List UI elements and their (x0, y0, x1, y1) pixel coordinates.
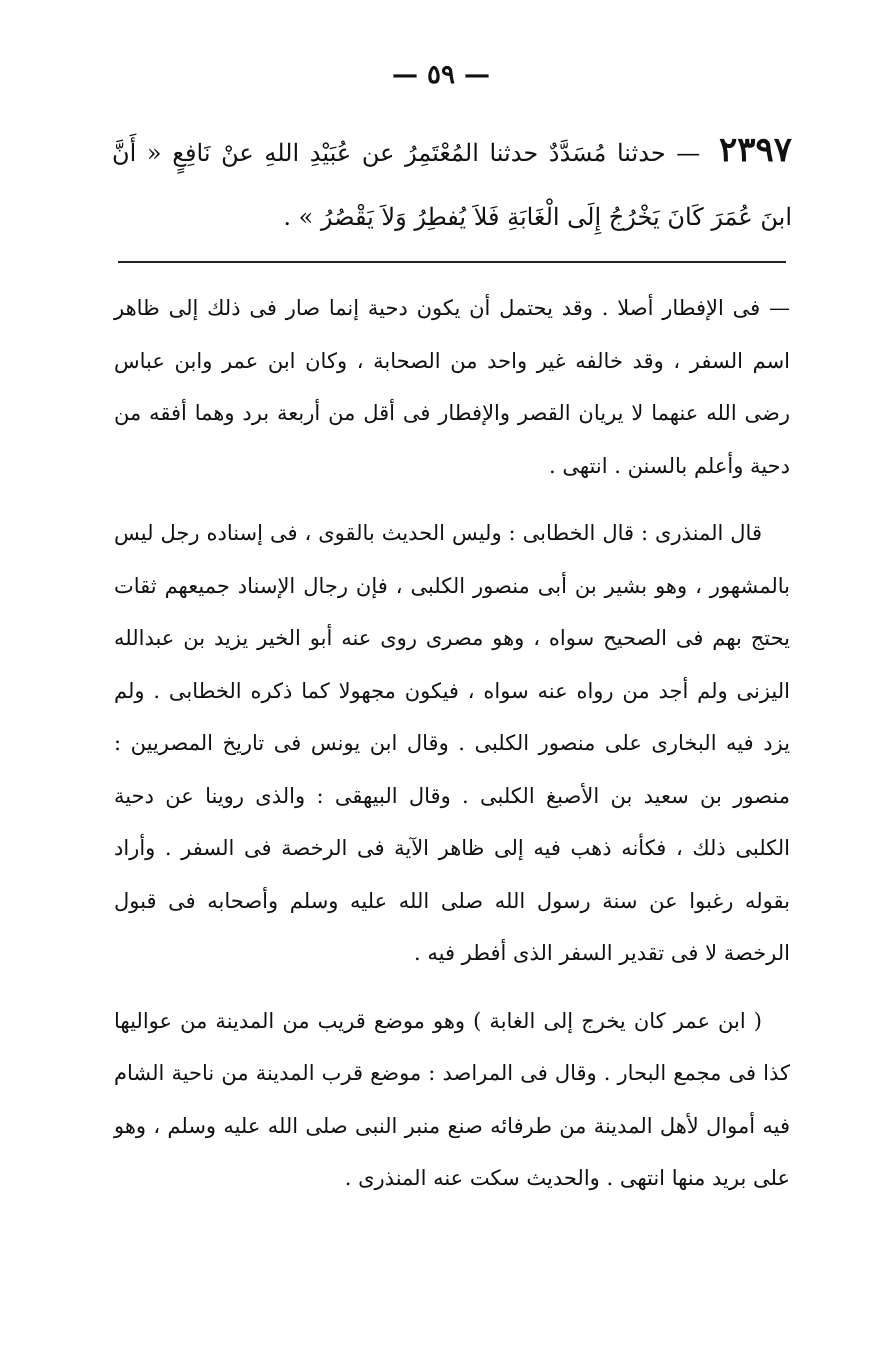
page-number: — ٥٩ — (391, 60, 491, 90)
commentary-paragraph: قال المنذرى : قال الخطابى : وليس الحديث بالقوى ، فى إسناده رجل ليس بالمشهور ، وهو بشير بن أبى منصور الكلبى ، فإن رجال الإسناد جميعهم ثقات يحتج بهم فى الصحيح سواه ، وهو مصرى روى عنه أبو الخير يزيد بن عبدالله اليزنى ولم أجد من رواه عنه سواه ، فيكون مجهولا كما ذكره الخطابى . ولم يزد فيه البخارى على منصور الكلبى . وقال ابن يونس فى تاريخ المصريين : منصور بن سعيد بن الأصبغ الكلبى . وقال البيهقى : والذى روينا عن دحية الكلبى ذلك ، فكأنه ذهب فيه إلى ظاهر الآية فى الرخصة فى السفر . وأراد بقوله رغبوا عن سنة رسول الله صلى الله عليه وسلم وأصحابه فى قبول الرخصة لا فى تقدير السفر الذى أفطر فيه . (114, 521, 790, 965)
hadith-number: ٢٣٩٧ (718, 130, 792, 170)
commentary-paragraph: ( ابن عمر كان يخرج إلى الغابة ) وهو موضع قريب من المدينة من عواليها كذا فى مجمع البحار . وقال فى المراصد : موضع قرب المدينة من ناحية الشام فيه أموال لأهل المدينة من طرفائه صنع منبر النبى صلى الله عليه وسلم ، وهو على بريد منها انتهى . والحديث سكت عنه المنذرى . (114, 1008, 790, 1190)
hadith-block (112, 118, 792, 249)
commentary-paragraph: — فى الإفطار أصلا . وقد يحتمل أن يكون دحية إنما صار فى ذلك إلى ظاهر اسم السفر ، وقد خالفه غير واحد من الصحابة ، وكان ابن عمر وابن عباس رضى الله عنهما لا يريان القصر والإفطار فى أقل من أربعة برد وهما أفقه من دحية وأعلم بالسنن . انتهى . (114, 296, 790, 478)
section-divider (118, 261, 786, 263)
commentary (114, 282, 790, 1220)
hadith-text: — حدثنا مُسَدَّدٌ حدثنا المُعْتَمِرُ عن عُبَيْدِ اللهِ عنْ نَافِعٍ « أَنَّ ابنَ عُمَرَ كَانَ يَخْرُجُ إِلَى الْغَابَةِ فَلاَ يُفطِرُ وَلاَ يَقْصُرُ » . (112, 139, 792, 231)
